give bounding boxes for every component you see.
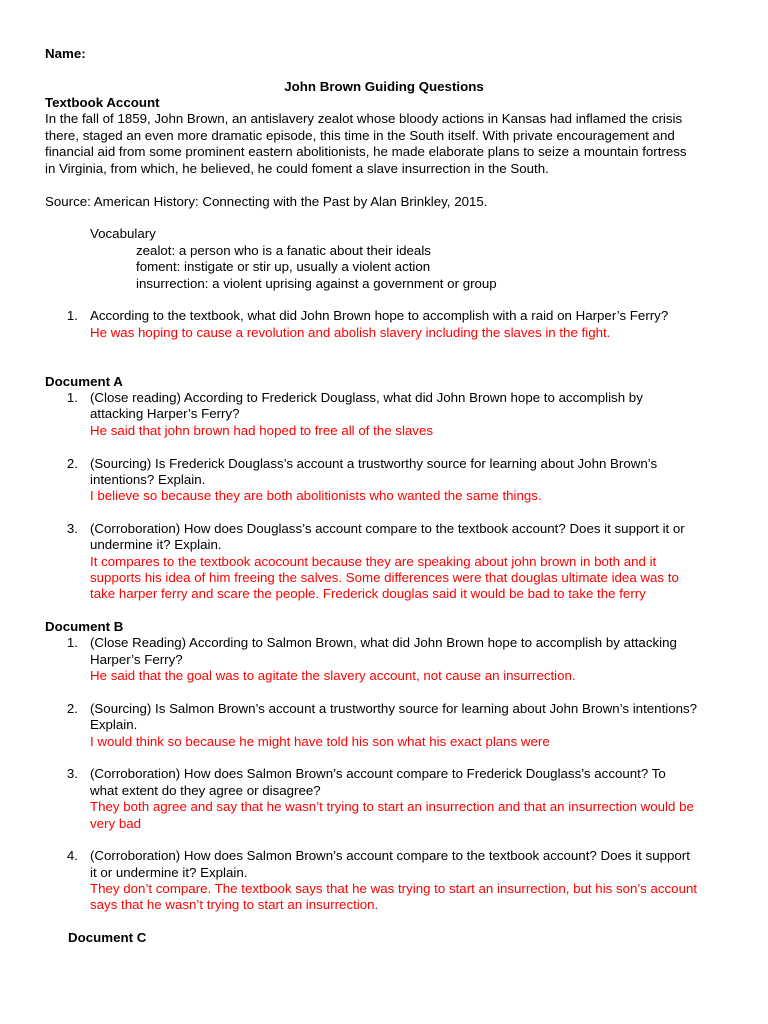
textbook-paragraph-line: In the fall of 1859, John Brown, an antislavery zealot whose bloody actions in Kansas had inflamed the crisis	[45, 111, 683, 126]
question-text: (Sourcing) Is Frederick Douglass’s account a trustworthy source for learning about John Brown’s	[90, 456, 658, 471]
question-text: (Corroboration) How does Douglass’s account compare to the textbook account? Does it support it or	[90, 521, 685, 536]
textbook-paragraph-line: there, staged an even more dramatic episode, this time in the South itself. With private encouragement and	[45, 128, 675, 143]
answer-text: take harper ferry and scare the people. Frederick douglas said it would be bad to take the ferry	[90, 586, 646, 601]
answer-text: He said that john brown had hoped to free all of the slaves	[90, 423, 433, 438]
question-text: (Close Reading) According to Salmon Brown, what did John Brown hope to accomplish by attacking	[90, 635, 677, 650]
question-number: 1.	[66, 635, 78, 650]
question-text: undermine it? Explain.	[90, 537, 222, 552]
vocab-item: zealot: a person who is a fanatic about their ideals	[136, 243, 431, 258]
question-number: 2.	[66, 701, 78, 716]
answer-text: I would think so because he might have told his son what his exact plans were	[90, 734, 550, 749]
textbook-paragraph-line: in Virginia, from which, he believed, he could foment a slave insurrection in the South.	[45, 161, 549, 176]
question-text: (Sourcing) Is Salmon Brown’s account a trustworthy source for learning about John Brown’s intentions?	[90, 701, 698, 716]
document-a-heading: Document A	[45, 374, 123, 389]
document-b-heading: Document B	[45, 619, 124, 634]
question-text: Explain.	[90, 717, 138, 732]
question-number: 1.	[66, 308, 78, 323]
textbook-heading: Textbook Account	[45, 95, 160, 110]
question-text: (Corroboration) How does Salmon Brown’s account compare to Frederick Douglass’s account? To	[90, 766, 666, 781]
textbook-paragraph-line: financial aid from some prominent eastern abolitionists, he made elaborate plans to seize a mountain fortress	[45, 144, 687, 159]
page-title: John Brown Guiding Questions	[284, 79, 484, 94]
question-text: intentions? Explain.	[90, 472, 206, 487]
answer-text: supports his idea of him freeing the salves. Some differences were that douglas ultimate idea was to	[90, 570, 679, 585]
source-citation: Source: American History: Connecting with the Past by Alan Brinkley, 2015.	[45, 194, 488, 209]
question-number: 1.	[66, 390, 78, 405]
question-text: what extent do they agree or disagree?	[90, 783, 321, 798]
vocab-item: foment: instigate or stir up, usually a violent action	[136, 259, 431, 274]
question-number: 3.	[66, 521, 78, 536]
answer-text: says that he wasn’t trying to start an insurrection.	[90, 897, 379, 912]
question-text: it or undermine it? Explain.	[90, 865, 248, 880]
question-number: 3.	[66, 766, 78, 781]
question-text: (Close reading) According to Frederick Douglass, what did John Brown hope to accomplish by	[90, 390, 643, 405]
name-label: Name:	[45, 46, 86, 61]
answer-text: very bad	[90, 816, 141, 831]
answer-text: They both agree and say that he wasn’t trying to start an insurrection and that an insurrection would be	[90, 799, 694, 814]
vocab-item: insurrection: a violent uprising against a government or group	[136, 276, 497, 291]
question-number: 4.	[66, 848, 78, 863]
question-text: According to the textbook, what did John Brown hope to accomplish with a raid on Harper’s Ferry?	[90, 308, 669, 323]
question-number: 2.	[66, 456, 78, 471]
question-text: Harper’s Ferry?	[90, 652, 183, 667]
answer-text: I believe so because they are both abolitionists who wanted the same things.	[90, 488, 542, 503]
vocabulary-label: Vocabulary	[90, 226, 156, 241]
answer-text: It compares to the textbook acocount because they are speaking about john brown in both and it	[90, 554, 657, 569]
question-text: (Corroboration) How does Salmon Brown’s account compare to the textbook account? Does it support	[90, 848, 690, 863]
answer-text: He was hoping to cause a revolution and abolish slavery including the slaves in the fight.	[90, 325, 611, 340]
answer-text: They don’t compare. The textbook says that he was trying to start an insurrection, but his son’s account	[90, 881, 698, 896]
answer-text: He said that the goal was to agitate the slavery account, not cause an insurrection.	[90, 668, 576, 683]
document-c-heading: Document C	[68, 930, 147, 945]
question-text: attacking Harper’s Ferry?	[90, 406, 240, 421]
